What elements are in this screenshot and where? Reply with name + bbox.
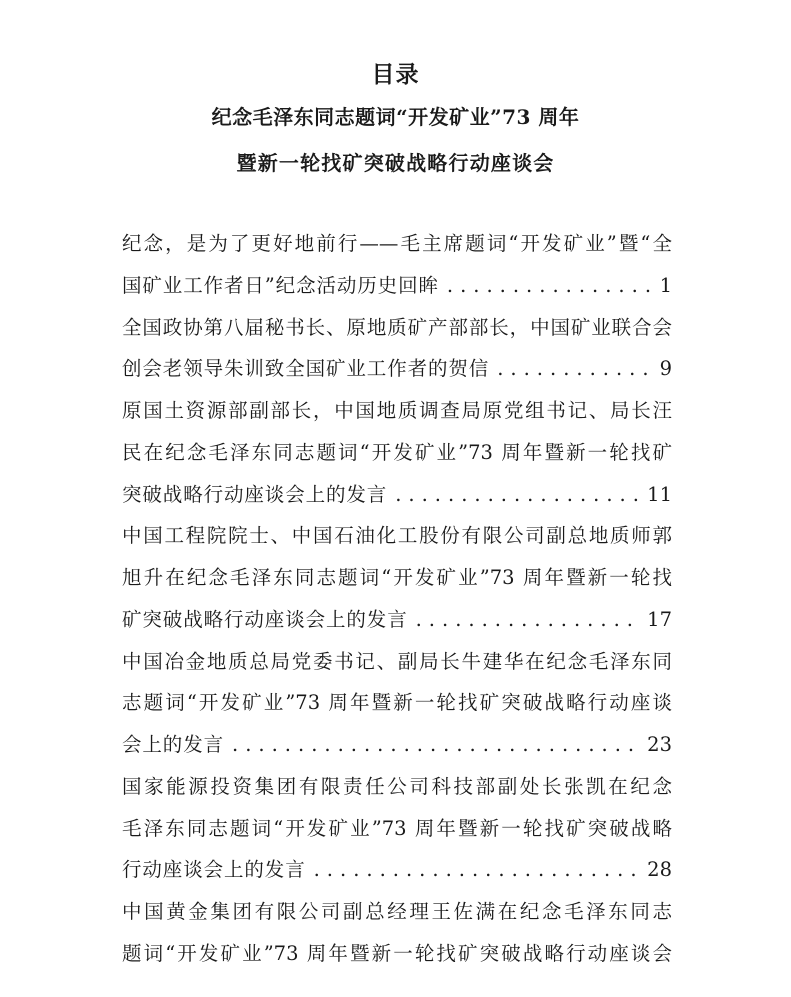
- toc-entry-line: 毛泽东同志题词“开发矿业”73 周年暨新一轮找矿突破战略: [122, 816, 672, 840]
- toc-entry: [122, 390, 672, 515]
- leader-dots: [447, 265, 653, 307]
- leader-dots: [314, 849, 641, 891]
- toc-entry-last-line: [122, 474, 672, 516]
- toc-entry: [122, 766, 672, 891]
- toc-entry-line: 中国冶金地质总局党委书记、副局长牛建华在纪念毛泽东同: [122, 649, 672, 673]
- page-number: 28: [647, 858, 672, 882]
- page-number: 11: [647, 482, 672, 506]
- leader-dots: [497, 348, 652, 390]
- leader-dots: [232, 724, 640, 766]
- toc-entry-line: 旭升在纪念毛泽东同志题词“开发矿业”73 周年暨新一轮找: [122, 566, 672, 589]
- page-title: 目录: [371, 61, 420, 88]
- toc-entry-line: 民在纪念毛泽东同志题词“开发矿业”73 周年暨新一轮找矿: [122, 440, 672, 464]
- leader-dots: [395, 474, 640, 516]
- toc-entry-line: 国矿业工作者日”纪念活动历史回眸: [122, 273, 439, 297]
- toc-entry-line: 中国黄金集团有限公司副总经理王佐满在纪念毛泽东同志: [122, 900, 672, 923]
- toc-entry-last-line: [122, 265, 672, 307]
- toc-entry: [122, 641, 672, 766]
- toc-entry-line: 创会老领导朱训致全国矿业工作者的贺信: [122, 357, 490, 381]
- toc-entry-last-line: [122, 348, 672, 390]
- toc-entry-line: 矿突破战略行动座谈会上的发言: [122, 607, 408, 631]
- page-number: 9: [659, 357, 672, 381]
- toc-entry-last-line: [122, 599, 672, 641]
- toc-entry-line: 中国工程院院士、中国石油化工股份有限公司副总地质师郭: [122, 524, 672, 548]
- leader-dots: [416, 599, 641, 641]
- page-number: 23: [647, 733, 672, 756]
- toc-entry-line: 志题词“开发矿业”73 周年暨新一轮找矿突破战略行动座谈: [122, 691, 672, 715]
- toc-entry-line: 原国土资源部副部长，中国地质调查局原党组书记、局长汪: [122, 399, 672, 422]
- toc-entry: [122, 891, 672, 975]
- toc-entry-line: 题词“开发矿业”73 周年暨新一轮找矿突破战略行动座谈会: [122, 941, 672, 965]
- toc-entry: [122, 223, 672, 307]
- table-of-contents: [122, 223, 672, 975]
- toc-entry-line: 行动座谈会上的发言: [122, 858, 306, 882]
- toc-entry: [122, 515, 672, 640]
- page-number: 17: [647, 607, 672, 631]
- toc-entry-line: 会上的发言: [122, 733, 225, 756]
- toc-entry: [122, 307, 672, 391]
- toc-entry-last-line: [122, 724, 672, 766]
- toc-entry-line: 突破战略行动座谈会上的发言: [122, 482, 388, 506]
- toc-entry-line: 纪念，是为了更好地前行——毛主席题词“开发矿业”暨“全: [122, 232, 672, 255]
- toc-entry-last-line: [122, 849, 672, 891]
- toc-entry-line: 全国政协第八届秘书长、原地质矿产部部长，中国矿业联合会: [122, 315, 672, 339]
- toc-entry-line: 国家能源投资集团有限责任公司科技部副处长张凯在纪念: [122, 774, 672, 798]
- subtitle-line-1: 纪念毛泽东同志题词“开发矿业”73 周年: [211, 105, 580, 129]
- subtitle-line-2: 暨新一轮找矿突破战略行动座谈会: [236, 151, 555, 175]
- page-number: 1: [659, 273, 672, 297]
